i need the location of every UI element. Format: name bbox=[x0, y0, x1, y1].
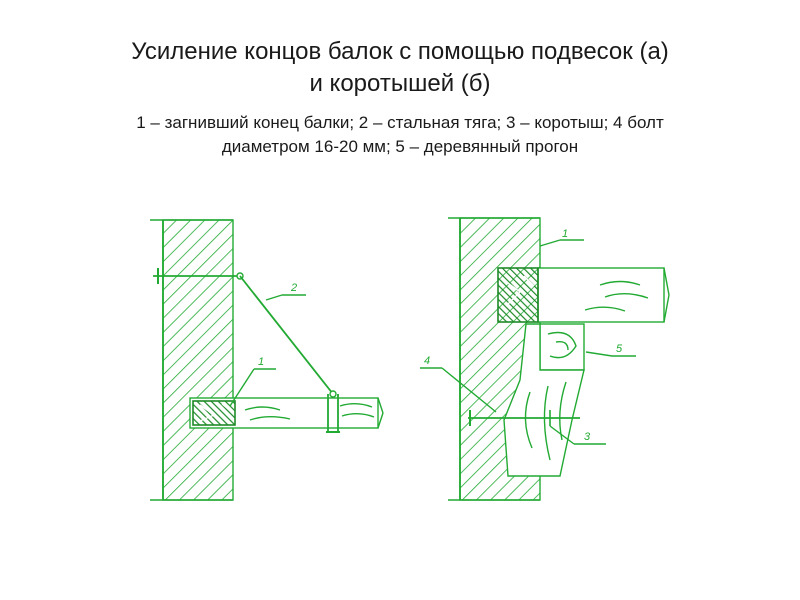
caption-line-2: диаметром 16-20 мм; 5 – деревянный прогон bbox=[221, 137, 579, 156]
label-b-3: 3 bbox=[584, 431, 591, 443]
label-b-1: 1 bbox=[562, 228, 569, 240]
label-b-4: 4 bbox=[424, 355, 431, 367]
diagram-a bbox=[150, 220, 383, 500]
wooden-purlin bbox=[540, 324, 584, 370]
label-b-5: 5 bbox=[616, 343, 623, 355]
label-a-1: 1 bbox=[258, 356, 265, 368]
caption-line-1: 1 – загнивший конец балки; 2 – стальная тяга; 3 – коротыш; 4 болт bbox=[136, 113, 664, 132]
wall-a bbox=[150, 220, 233, 500]
rotten-end-a bbox=[193, 401, 235, 425]
beam-b bbox=[538, 268, 669, 322]
title-line-1: Усиление концов балок с помощью подвесок (а) bbox=[131, 38, 669, 65]
label-a-2: 2 bbox=[291, 282, 298, 294]
rotten-end-b bbox=[498, 268, 538, 322]
diagram-b bbox=[420, 218, 669, 500]
title-line-2: и коротышей (б) bbox=[309, 70, 491, 97]
